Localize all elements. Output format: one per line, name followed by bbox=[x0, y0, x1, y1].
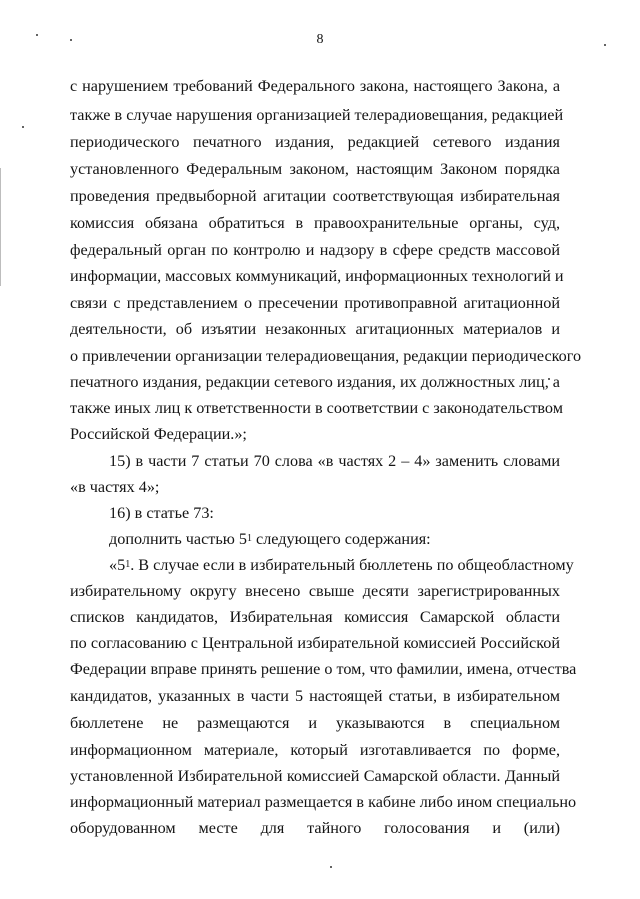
text-line bbox=[109, 529, 560, 549]
text-line: 16) в статье 73: bbox=[109, 504, 214, 522]
text-line: связи с представлением о пресечении противоправной агитационной bbox=[70, 294, 560, 312]
text-fragment: «5 bbox=[109, 556, 126, 574]
text-line: списков кандидатов, Избирательная комиссия Самарской области bbox=[70, 608, 560, 626]
text-line: кандидатов, указанных в части 5 настоящей статьи, в избирательном bbox=[70, 687, 560, 705]
scan-speck bbox=[330, 866, 332, 868]
text-line: установленной Избирательной комиссией Самарской области. Данный bbox=[70, 767, 560, 785]
text-line: оборудованном месте для тайного голосования и (или) bbox=[70, 819, 560, 837]
text-line: также иных лиц к ответственности в соответствии с законодательством bbox=[70, 399, 563, 417]
text-line: комиссия обязана обратиться в правоохранительные органы, суд, bbox=[70, 214, 560, 232]
text-line: информационный материал размещается в кабине либо ином специально bbox=[70, 793, 577, 811]
text-line: по согласованию с Центральной избирательной комиссией Российской bbox=[70, 634, 560, 652]
text-line: также в случае нарушения организацией телерадиовещания, редакцией bbox=[70, 106, 564, 124]
text-line: установленного Федеральным законом, настоящим Законом порядка bbox=[70, 160, 560, 178]
text-line: избирательному округу внесено свыше десяти зарегистрированных bbox=[70, 582, 560, 600]
text-line: с нарушением требований Федерального закона, настоящего Закона, а bbox=[70, 77, 560, 95]
text-line: информационном материале, который изготавливается по форме, bbox=[70, 741, 560, 759]
superscript: 1 bbox=[246, 533, 252, 544]
text-line: информации, массовых коммуникаций, информационных технологий и bbox=[70, 267, 564, 285]
scan-edge-shadow bbox=[0, 168, 1, 286]
text-line bbox=[109, 555, 574, 575]
text-line: федеральный орган по контролю и надзору в сфере средств массовой bbox=[70, 241, 560, 259]
text-line: печатного издания, редакции сетевого издания, их должностных лиц, а bbox=[70, 373, 560, 391]
text-fragment: . В случае если в избирательный бюллетень по общеобластному bbox=[130, 556, 574, 574]
page-number: 8 bbox=[316, 32, 324, 47]
text-line: Российской Федерации.»; bbox=[70, 425, 247, 443]
scan-speck bbox=[22, 126, 24, 128]
text-line: о привлечении организации телерадиовещания, редакции периодического bbox=[70, 347, 582, 365]
text-line: проведения предвыборной агитации соответствующая избирательная bbox=[70, 187, 560, 205]
text-fragment: следующего содержания: bbox=[251, 530, 431, 548]
superscript: 1 bbox=[125, 559, 131, 570]
text-line: деятельности, об изъятии незаконных агитационных материалов и bbox=[70, 320, 560, 338]
text-line: 15) в части 7 статьи 70 слова «в частях 2 – 4» заменить словами bbox=[109, 452, 560, 470]
text-line: периодического печатного издания, редакцией сетевого издания bbox=[70, 133, 560, 151]
text-line: Федерации вправе принять решение о том, что фамилии, имена, отчества bbox=[70, 660, 577, 678]
text-fragment: дополнить частью 5 bbox=[109, 530, 247, 548]
text-line: «в частях 4»; bbox=[70, 478, 160, 496]
text-line: бюллетене не размещаются и указываются в специальном bbox=[70, 714, 560, 732]
